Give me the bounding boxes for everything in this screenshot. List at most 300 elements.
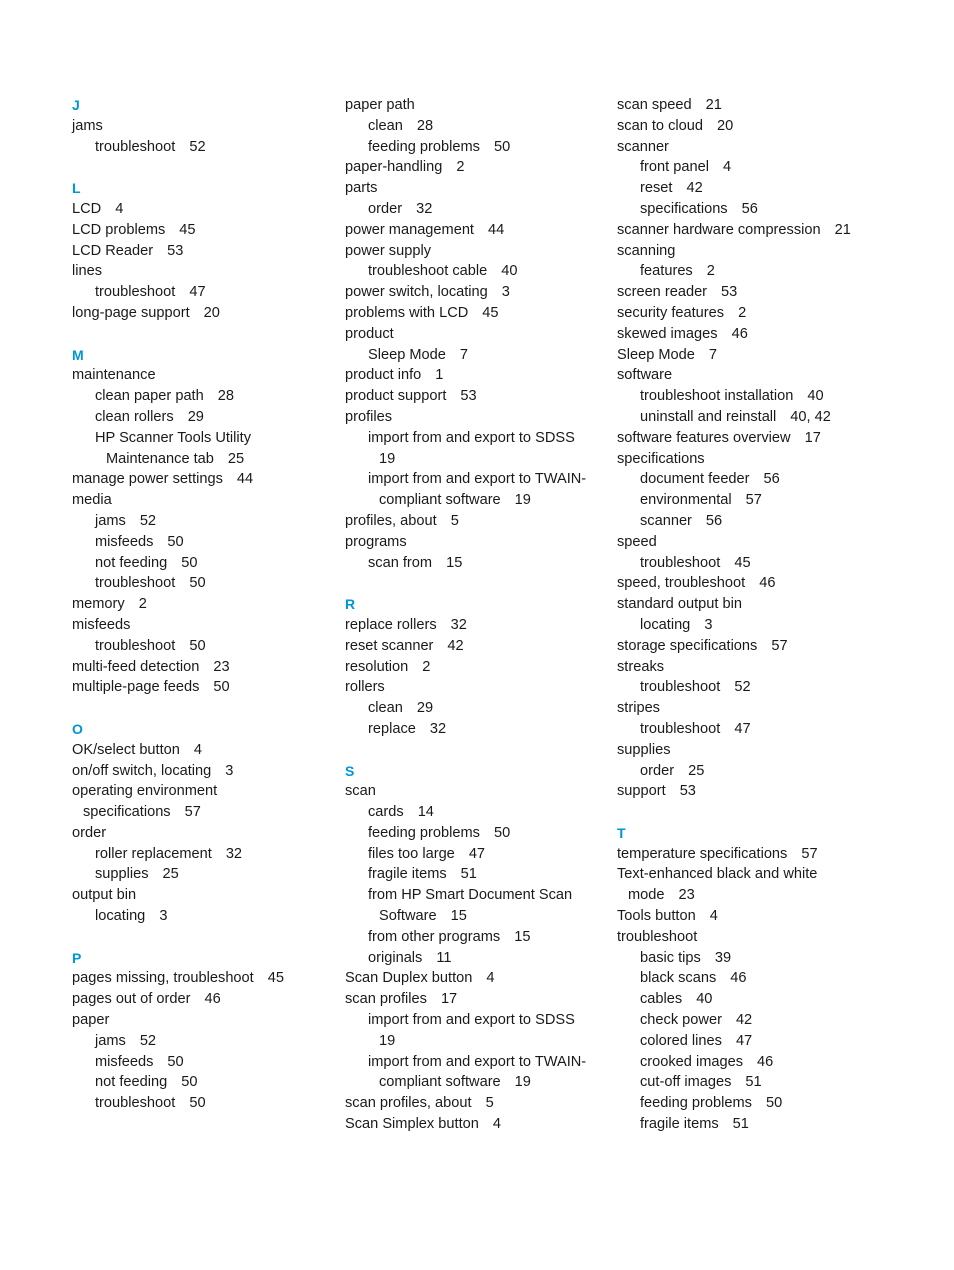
index-column-3 [617,95,917,1135]
index-subentry [617,469,917,490]
index-subentry [345,469,615,490]
entry-page-number[interactable]: 50 [189,575,206,592]
entry-page-number[interactable]: 3 [159,908,168,925]
entry-page-number[interactable]: 44 [236,471,254,488]
entry-term: import from and export to SDSS [368,1012,575,1029]
index-entry [72,303,342,324]
entry-term: specifications [640,200,728,217]
index-subentry [617,407,917,428]
entry-page-number[interactable]: 50 [213,679,230,696]
index-subentry [617,989,917,1010]
entry-term: multi-feed detection [72,658,200,675]
entry-page-number[interactable]: 4 [115,200,124,217]
entry-term: manage power settings [72,471,223,488]
entry-term: scanning [617,242,676,259]
entry-term: Sleep Mode [368,346,446,363]
index-entry [345,303,615,324]
entry-page-number[interactable]: 45 [482,304,499,321]
index-subentry [345,490,615,511]
index-subentry [72,844,342,865]
index-entry [72,823,342,844]
entry-term: troubleshoot [617,928,698,945]
entry-page-number[interactable]: 4 [722,159,732,176]
index-entry [345,532,615,553]
entry-page-number[interactable]: 52 [139,1032,157,1049]
entry-term: feeding problems [368,138,480,155]
entry-page-number[interactable]: 42 [447,637,464,654]
index-entry [617,324,917,345]
index-subentry [617,199,917,220]
index-subentry [72,137,342,158]
index-entry [345,178,615,199]
entry-page-number[interactable]: 47 [735,1032,753,1049]
entry-page-number[interactable]: 47 [468,845,486,862]
entry-page-number[interactable]: 32 [225,845,243,862]
entry-page-number[interactable]: 32 [429,720,447,737]
entry-page-number[interactable]: 50 [493,138,511,155]
index-entry [617,449,917,470]
index-entry [617,345,917,366]
entry-page-number[interactable]: 46 [759,575,776,592]
entry-term: import from and export to SDSS [368,429,575,446]
entry-term: screen reader [617,284,708,301]
index-entry [72,968,342,989]
index-entry [345,615,615,636]
entry-page-number[interactable]: 25 [688,762,705,779]
entry-page-number[interactable]: 57 [184,804,201,821]
entry-page-number[interactable]: 52 [139,512,157,529]
entry-term: black scans [640,970,717,987]
entry-term: troubleshoot [95,284,176,301]
entry-page-number[interactable]: 56 [705,512,723,529]
index-subentry [617,719,917,740]
entry-term: scan [345,783,376,800]
entry-page-number[interactable]: 11 [436,949,452,966]
entry-term: scanner hardware compression [617,221,821,238]
entry-term: troubleshoot [95,138,176,155]
entry-page-number[interactable]: 40, 42 [790,408,831,425]
index-entry [72,490,342,511]
index-subentry [345,823,615,844]
entry-page-number[interactable]: 21 [834,221,851,238]
entry-page-number[interactable]: 50 [189,1095,206,1112]
index-subentry [72,407,342,428]
entry-term: from HP Smart Document Scan [368,887,573,904]
section-letter: L [72,180,81,197]
entry-page-number[interactable]: 15 [514,928,531,945]
entry-term: Sleep Mode [617,346,695,363]
index-subentry [345,345,615,366]
entry-page-number[interactable]: 15 [446,554,463,571]
entry-term: reset [640,180,673,197]
entry-term: 19 [379,1032,396,1049]
index-entry [345,241,615,262]
entry-term: support [617,783,666,800]
entry-page-number[interactable]: 32 [450,616,467,633]
entry-term: streaks [617,658,665,675]
entry-term: security features [617,304,725,321]
entry-term: cables [640,991,683,1008]
entry-term: files too large [368,845,455,862]
entry-page-number[interactable]: 20 [203,304,220,321]
index-subentry [617,553,917,574]
index-subentry [72,1052,342,1073]
index-subentry [617,1031,917,1052]
entry-page-number[interactable]: 1 [435,367,444,384]
entry-term: LCD problems [72,221,166,238]
entry-term: scan from [368,554,433,571]
entry-page-number[interactable]: 50 [167,1053,184,1070]
index-entry [617,573,917,594]
index-subentry [72,511,342,532]
entry-term: locating [95,908,146,925]
entry-term: Scan Duplex button [345,970,473,987]
entry-page-number[interactable]: 52 [189,138,206,155]
entry-page-number[interactable]: 45 [267,970,284,987]
index-subentry [345,802,615,823]
index-subentry [617,261,917,282]
entry-page-number[interactable]: 21 [705,97,722,113]
entry-page-number[interactable]: 20 [717,117,734,134]
index-subentry [345,261,615,282]
entry-page-number[interactable]: 51 [460,866,477,883]
entry-term: 19 [379,450,396,467]
entry-page-number[interactable]: 56 [741,200,758,217]
entry-term: HP Scanner Tools Utility [95,429,252,446]
entry-term: crooked images [640,1053,744,1070]
index-entry [72,469,342,490]
entry-page-number[interactable]: 28 [217,388,234,405]
entry-page-number[interactable]: 5 [450,512,459,529]
entry-page-number[interactable]: 7 [708,346,718,363]
entry-page-number[interactable]: 46 [757,1053,774,1070]
index-entry [345,324,615,345]
entry-page-number[interactable]: 47 [189,284,206,301]
entry-page-number[interactable]: 50 [765,1095,783,1112]
index-entry [345,282,615,303]
index-entry [617,282,917,303]
entry-page-number[interactable]: 17 [440,991,458,1008]
entry-page-number[interactable]: 3 [225,762,234,779]
index-entry [72,116,342,137]
entry-page-number[interactable]: 19 [514,1074,531,1091]
index-entry [72,989,342,1010]
index-entry [345,968,615,989]
index-subentry [345,864,615,885]
entry-term: Software [379,908,437,925]
entry-term: skewed images [617,325,718,342]
index-subentry [72,449,342,470]
entry-page-number[interactable]: 46 [731,325,748,342]
index-entry [617,885,917,906]
index-subentry [345,553,615,574]
index-entry [617,906,917,927]
index-entry [617,137,917,158]
entry-page-number[interactable]: 52 [734,679,751,696]
index-entry [617,636,917,657]
entry-page-number[interactable]: 50 [493,824,511,841]
index-subentry [345,428,615,449]
entry-page-number[interactable]: 45 [734,554,751,571]
entry-term: parts [345,180,378,197]
entry-page-number[interactable]: 39 [714,949,732,966]
entry-page-number[interactable]: 4 [492,1116,501,1133]
index-subentry [345,1010,615,1031]
entry-page-number[interactable]: 50 [167,533,184,550]
entry-term: troubleshoot [95,637,176,654]
entry-page-number[interactable]: 3 [501,284,510,301]
entry-term: problems with LCD [345,304,469,321]
entry-term: not feeding [95,1074,168,1091]
entry-page-number[interactable]: 46 [730,970,747,987]
entry-page-number[interactable]: 32 [416,200,433,217]
entry-term: basic tips [640,949,701,966]
entry-term: software [617,367,673,384]
entry-term: programs [345,533,407,550]
index-entry [72,241,342,262]
index-subentry [72,573,342,594]
index-subentry [345,199,615,220]
index-entry [345,511,615,532]
index-subentry [617,1093,917,1114]
entry-page-number[interactable]: 2 [706,263,715,280]
index-entry [617,657,917,678]
entry-term: uninstall and reinstall [640,408,777,425]
entry-page-number[interactable]: 50 [181,554,198,571]
entry-page-number[interactable]: 29 [416,700,434,717]
entry-term: product [345,325,394,342]
entry-term: feeding problems [368,824,480,841]
entry-page-number[interactable]: 7 [459,346,469,363]
entry-page-number[interactable]: 44 [488,221,505,238]
index-entry [617,927,917,948]
entry-page-number[interactable]: 53 [460,388,477,405]
entry-term: on/off switch, locating [72,762,212,779]
index-subentry [345,844,615,865]
entry-page-number[interactable]: 51 [745,1074,762,1091]
entry-page-number[interactable]: 3 [704,616,713,633]
entry-term: pages missing, troubleshoot [72,970,254,987]
section-gap [345,740,615,761]
entry-term: scan speed [617,97,692,113]
entry-term: misfeeds [95,1053,154,1070]
entry-term: troubleshoot cable [368,263,488,280]
index-entry [72,1010,342,1031]
section-gap [72,324,342,345]
entry-term: multiple-page feeds [72,679,200,696]
section-gap [617,802,917,823]
index-entry [617,241,917,262]
entry-term: profiles, about [345,512,437,529]
entry-term: Tools button [617,908,696,925]
entry-page-number[interactable]: 14 [417,804,434,821]
section-letter: P [72,949,82,966]
entry-page-number[interactable]: 53 [679,783,696,800]
entry-term: order [72,824,107,841]
entry-page-number[interactable]: 42 [735,1012,753,1029]
index-entry [617,740,917,761]
entry-term: supplies [95,866,149,883]
index-entry [617,781,917,802]
entry-page-number[interactable]: 40 [696,991,713,1008]
entry-page-number[interactable]: 5 [485,1095,494,1112]
section-letter: J [72,97,80,113]
entry-term: product support [345,388,447,405]
entry-term: fragile items [368,866,447,883]
section-gap [72,927,342,948]
index-entry [345,677,615,698]
entry-term: long-page support [72,304,190,321]
entry-term: supplies [617,741,671,758]
entry-term: troubleshoot [95,575,176,592]
entry-page-number[interactable]: 25 [162,866,179,883]
index-subentry [617,761,917,782]
entry-term: scanner [617,138,669,155]
entry-term: pages out of order [72,991,191,1008]
entry-term: check power [640,1012,722,1029]
entry-page-number[interactable]: 47 [734,720,751,737]
index-subentry [72,532,342,553]
entry-term: output bin [72,887,137,904]
index-entry [617,864,917,885]
entry-term: from other programs [368,928,501,945]
entry-page-number[interactable]: 2 [456,159,465,176]
index-entry [72,740,342,761]
index-subentry [72,636,342,657]
entry-term: import from and export to TWAIN- [368,471,587,488]
entry-term: troubleshoot [640,720,721,737]
entry-page-number[interactable]: 19 [514,492,531,509]
entry-term: order [640,762,675,779]
entry-page-number[interactable]: 17 [804,429,821,446]
index-subentry [72,906,342,927]
entry-page-number[interactable]: 50 [181,1074,198,1091]
index-entry [345,365,615,386]
entry-term: not feeding [95,554,168,571]
index-subentry [345,698,615,719]
index-entry [72,594,342,615]
entry-page-number[interactable]: 28 [416,117,434,134]
entry-term: rollers [345,679,385,696]
entry-page-number[interactable]: 57 [771,637,788,654]
entry-term: OK/select button [72,741,180,758]
entry-term: clean [368,700,403,717]
index-subentry [72,553,342,574]
entry-term: mode [628,887,665,904]
entry-term: clean rollers [95,408,174,425]
entry-term: misfeeds [72,616,131,633]
entry-page-number[interactable]: 56 [763,471,780,488]
index-subentry [345,1072,615,1093]
entry-page-number[interactable]: 29 [187,408,204,425]
index-subentry [617,178,917,199]
index-subentry [345,116,615,137]
index-entry [617,365,917,386]
entry-page-number[interactable]: 57 [801,845,818,862]
entry-page-number[interactable]: 25 [227,450,245,467]
index-entry [345,1093,615,1114]
entry-page-number[interactable]: 53 [721,284,738,301]
index-entry [617,116,917,137]
entry-page-number[interactable]: 53 [167,242,184,259]
entry-term: operating environment [72,783,218,800]
entry-page-number[interactable]: 40 [807,388,824,405]
entry-page-number[interactable]: 15 [450,908,467,925]
entry-term: feeding problems [640,1095,752,1112]
index-entry [72,885,342,906]
entry-term: features [640,263,693,280]
index-entry [617,220,917,241]
entry-term: troubleshoot [95,1095,176,1112]
entry-term: cards [368,804,404,821]
entry-term: paper [72,1012,110,1029]
entry-term: compliant software [379,492,501,509]
entry-term: memory [72,596,125,613]
entry-page-number[interactable]: 4 [193,741,203,758]
entry-term: temperature specifications [617,845,788,862]
index-entry [345,95,615,116]
entry-term: originals [368,949,423,966]
index-subentry [617,386,917,407]
entry-term: profiles [345,408,393,425]
index-subentry [617,968,917,989]
entry-page-number[interactable]: 4 [486,970,495,987]
entry-term: document feeder [640,471,750,488]
index-column-1 [72,95,342,1114]
entry-page-number[interactable]: 4 [709,908,718,925]
index-subentry [617,615,917,636]
index-entry [72,677,342,698]
index-entry [617,532,917,553]
entry-term: troubleshoot [640,554,721,571]
entry-term: product info [345,367,422,384]
entry-page-number[interactable]: 2 [738,304,747,321]
index-subentry [617,1010,917,1031]
index-entry [617,303,917,324]
entry-page-number[interactable]: 45 [179,221,196,238]
entry-page-number[interactable]: 2 [138,596,147,613]
index-entry [345,386,615,407]
entry-page-number[interactable]: 50 [189,637,206,654]
entry-term: order [368,200,403,217]
entry-page-number[interactable]: 2 [422,658,431,675]
section-gap [345,573,615,594]
entry-term: specifications [83,804,171,821]
index-subentry [72,386,342,407]
index-entry [345,407,615,428]
index-entry [345,989,615,1010]
entry-term: power supply [345,242,431,259]
entry-page-number[interactable]: 23 [678,887,695,904]
entry-term: scanner [640,512,692,529]
index-entry [345,157,615,178]
entry-page-number[interactable]: 23 [213,658,230,675]
entry-page-number[interactable]: 51 [732,1116,749,1133]
entry-page-number[interactable]: 42 [686,180,703,197]
entry-term: misfeeds [95,533,154,550]
entry-page-number[interactable]: 40 [501,263,518,280]
index-entry [72,802,342,823]
index-entry [617,594,917,615]
entry-term: roller replacement [95,845,212,862]
section-letter: O [72,720,83,737]
entry-page-number[interactable]: 57 [745,492,762,509]
index-subentry [345,137,615,158]
entry-page-number[interactable]: 46 [204,991,221,1008]
index-subentry [72,428,342,449]
index-entry [72,365,342,386]
entry-term: environmental [640,492,732,509]
